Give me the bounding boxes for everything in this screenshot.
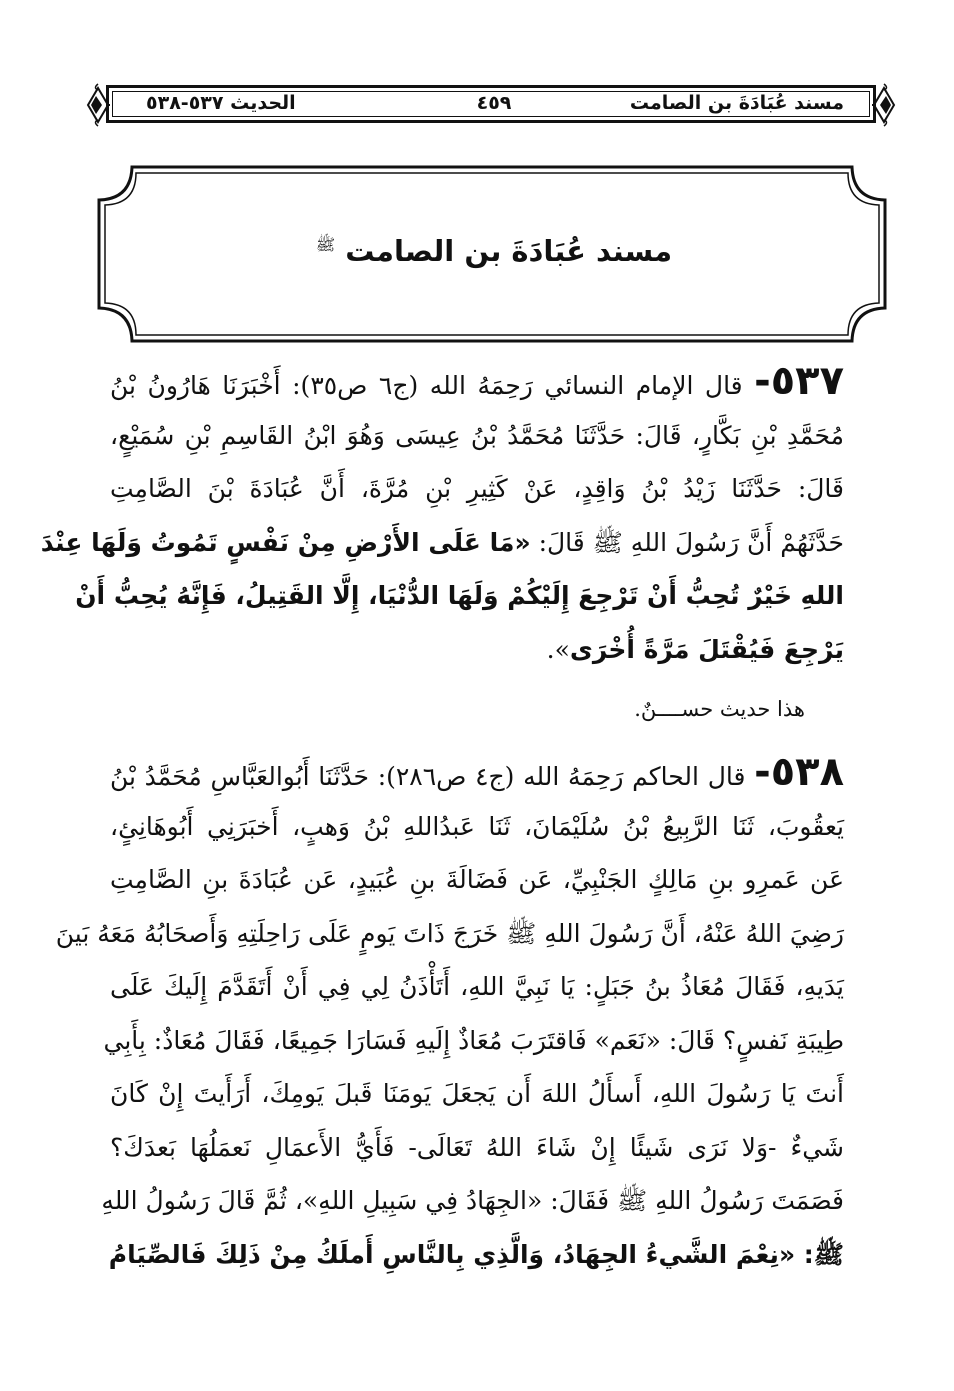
line-text: قال الحاكم رَحِمَهُ الله (ج٤ ص٢٨٦): حَدَّثَنَا أَبُوالعَبَّاسِ مُحَمَّدُ بْنُ (110, 762, 746, 791)
hadith-line: شَيءٌ -وَلا نَرَى شَيئًا إِنْ شَاءَ اللهُ تَعَالَى- فَأَيُّ الأَعمَالِ نَعمَلُهَا بَعدَكَ؟ (110, 1132, 844, 1162)
hadith-number: ٥٣٨- (754, 749, 844, 795)
hadith-line: يَدَيهِ، فَقَالَ مُعَاذُ بنُ جَبَلٍ: يَا نَبِيَّ اللهِ، أَتَأْذَنُ لِي فِي أَنْ أَتَقَدَّمَ إِلَيكَ عَلَى (110, 972, 844, 1001)
section-title (96, 234, 888, 268)
hadith-line: رَضِيَ اللهُ عَنْهُ، أَنَّ رَسُولَ اللهِ ﷺ خَرَجَ ذَاتَ يَومٍ عَلَى رَاحِلَتِهِ وَأَصحَابُهُ مَعَهُ بَينَ (55, 918, 844, 948)
hadith-grade: هذا حديث حســــنٌ. (634, 697, 805, 721)
line-text: يَرْجِعَ فَيُقْتَلَ مَرَّةً أُخْرَى (569, 634, 844, 664)
line-text: قال الإمام النسائي رَحِمَهُ الله (ج٦ ص٣٥): أَخْبَرَنَا هَارُونُ بْنُ (110, 371, 743, 400)
page-number: ٤٥٩ (476, 92, 512, 114)
hadith-line: طِيبَةِ نَفسٍ؟ قَالَ: «نَعَم» فَاقتَرَبَ مُعَاذٌ إِلَيهِ فَسَارَا جَمِيعًا، فَقَالَ مُعَاذٌ: بِأَبِي (103, 1025, 844, 1055)
ornament-right-icon (872, 82, 898, 128)
line-text: حَدَّثَهُمْ أَنَّ رَسُولَ اللهِ ﷺ قَالَ: (538, 527, 844, 557)
hadith-line (110, 746, 844, 800)
hadith-line (40, 516, 844, 570)
hadith-line: يَعقُوبَ، ثَنَا الرَّبِيعُ بْنُ سُلَيْمَانَ، ثَنَا عَبدُاللهِ بْنُ وَهبٍ، أَخبَرَنِي أَبُوهَانِئٍ، (110, 811, 844, 841)
hadith-line (110, 355, 844, 409)
hadith-538 (55, 746, 844, 1281)
hadith-line: فَصَمَتَ رَسُولُ اللهِ ﷺ فَقَالَ: «الجِهَادُ فِي سَبِيلِ اللهِ»، ثُمَّ قَالَ رَسُولُ اللهِ (101, 1186, 844, 1215)
hadith-line: أَنتَ يَا رَسُولَ اللهِ، أَسأَلُ اللهَ أَن يَجعَلَ يَومَنَا قَبلَ يَومِكَ، أَرَأَيتَ إِنْ كَانَ (110, 1079, 844, 1108)
hadith-number: ٥٣٧- (754, 358, 845, 404)
hadith-line: قَالَ: حَدَّثَنَا زَيْدُ بْنُ وَاقِدٍ، عَنْ كَثِيرِ بْنِ مُرَّةَ، أَنَّ عُبَادَةَ بْنَ الصَّامِتِ (110, 474, 844, 503)
quote-close: ». (546, 634, 570, 664)
hadith-line: ﷺ: «نِعْمَ الشَّيءُ الجِهَادُ، وَالَّذِي بِالنَّاسِ أَملَكُ مِنْ ذَلِكَ فَالصِّيَامُ (108, 1239, 844, 1269)
hadith-line (110, 623, 844, 677)
hadith-537 (40, 355, 845, 676)
hadith-line: عَن عَمرِو بنِ مَالِكٍ الجَنْبِيِّ، عَن فَضَالَةَ بنِ عُبَيدٍ، عَن عُبَادَةَ بنِ الصَّامِتِ (110, 865, 844, 894)
honorific-mark: ﷺ (315, 235, 336, 255)
section-title-box (96, 164, 888, 344)
running-title: مسند عُبَادَةَ بن الصامت (629, 92, 844, 114)
section-title-text: مسند عُبَادَةَ بن الصامت (345, 234, 673, 268)
running-header (84, 82, 898, 132)
prophetic-quote: «مَا عَلَى الأَرْضِ مِنْ نَفْسٍ تَمُوتُ وَلَهَا عِنْدَ (40, 527, 531, 557)
hadith-line: اللهِ خَيْرٌ تُحِبُّ أَنْ تَرْجِعَ إِلَيْكُمْ وَلَهَا الدُّنْيَا، إِلَّا القَتِيلُ، فَإِنَّهُ يُحِبُّ أَنْ (75, 581, 844, 610)
hadith-range: الحديث ٥٣٧-٥٣٨ (146, 92, 296, 114)
hadith-line: مُحَمَّدِ بْنِ بَكَّارٍ، قَالَ: حَدَّثَنَا مُحَمَّدُ بْنُ عِيسَى وَهُوَ ابْنُ القَاسِمِ بْنِ سُمَيْعٍ، (110, 420, 844, 450)
